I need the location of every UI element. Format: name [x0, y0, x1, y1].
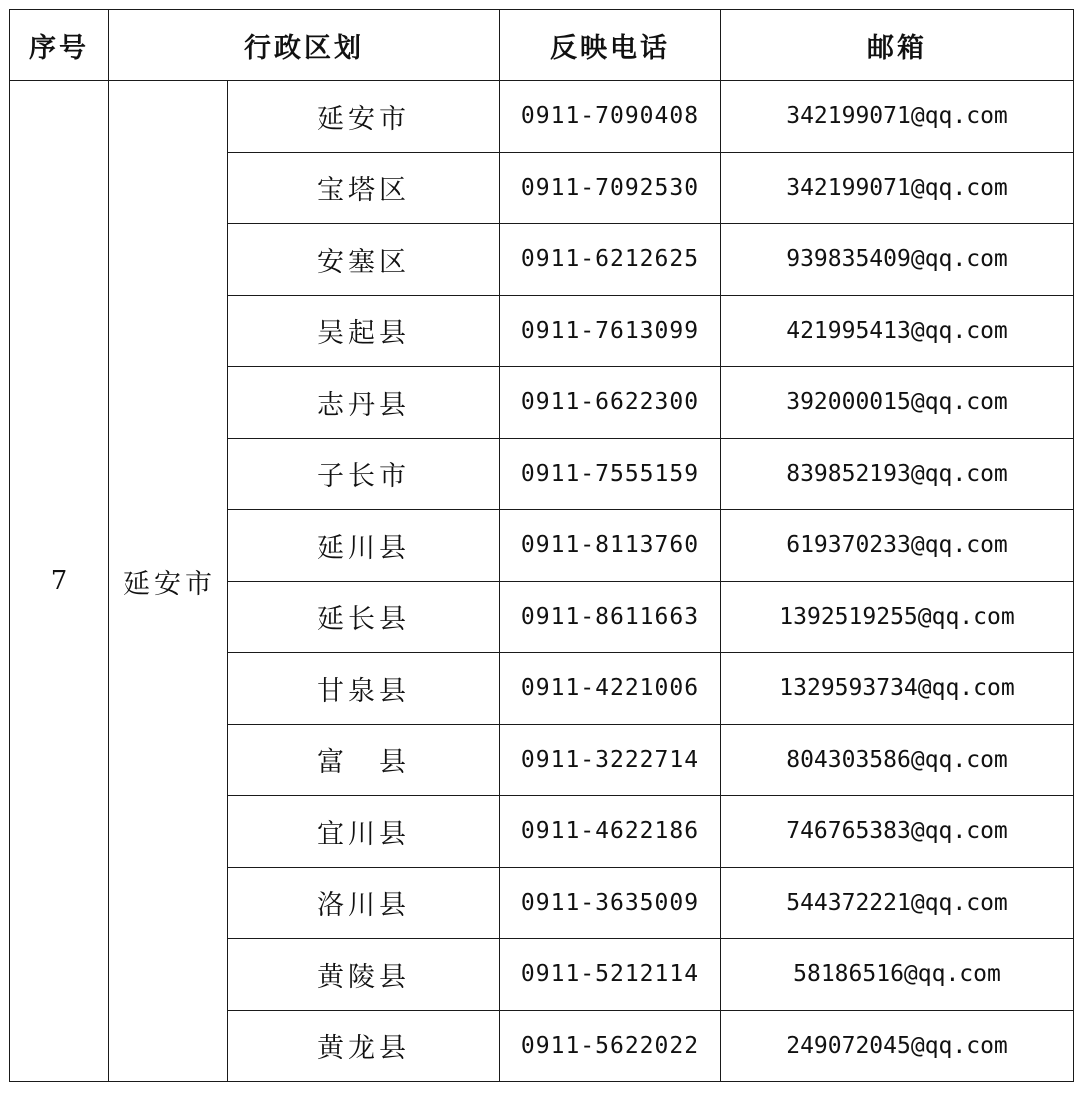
email-cell: 544372221@qq.com	[721, 867, 1074, 939]
district-name-cell: 子长市	[228, 438, 500, 510]
phone-cell: 0911-7090408	[500, 81, 721, 153]
district-name-cell: 宜川县	[228, 796, 500, 868]
email-cell: 342199071@qq.com	[721, 152, 1074, 224]
phone-cell: 0911-7092530	[500, 152, 721, 224]
email-cell: 804303586@qq.com	[721, 724, 1074, 796]
table-row	[10, 81, 1074, 153]
district-name-cell: 延安市	[228, 81, 500, 153]
header-row	[10, 10, 1074, 81]
header-seq: 序号	[10, 10, 109, 81]
table-body	[10, 81, 1074, 1082]
district-name-cell: 延长县	[228, 581, 500, 653]
email-cell: 249072045@qq.com	[721, 1010, 1074, 1082]
district-name-cell: 黄陵县	[228, 939, 500, 1011]
district-name-cell: 甘泉县	[228, 653, 500, 725]
phone-cell: 0911-7613099	[500, 295, 721, 367]
district-name-cell: 延川县	[228, 510, 500, 582]
district-name-cell: 志丹县	[228, 367, 500, 439]
city-cell: 延安市	[109, 81, 228, 1082]
district-name-cell: 安塞区	[228, 224, 500, 296]
phone-cell: 0911-8113760	[500, 510, 721, 582]
email-cell: 342199071@qq.com	[721, 81, 1074, 153]
email-cell: 58186516@qq.com	[721, 939, 1074, 1011]
header-division: 行政区划	[109, 10, 500, 81]
district-name-cell: 吴起县	[228, 295, 500, 367]
header-email: 邮箱	[721, 10, 1074, 81]
contact-table	[9, 9, 1074, 1082]
district-name-cell: 洛川县	[228, 867, 500, 939]
district-name-cell: 宝塔区	[228, 152, 500, 224]
phone-cell: 0911-7555159	[500, 438, 721, 510]
phone-cell: 0911-3222714	[500, 724, 721, 796]
seq-cell: 7	[10, 81, 109, 1082]
contact-table-container	[9, 9, 1074, 1082]
email-cell: 939835409@qq.com	[721, 224, 1074, 296]
phone-cell: 0911-5212114	[500, 939, 721, 1011]
phone-cell: 0911-4622186	[500, 796, 721, 868]
email-cell: 1392519255@qq.com	[721, 581, 1074, 653]
email-cell: 421995413@qq.com	[721, 295, 1074, 367]
district-name-cell: 富 县	[228, 724, 500, 796]
email-cell: 619370233@qq.com	[721, 510, 1074, 582]
phone-cell: 0911-5622022	[500, 1010, 721, 1082]
phone-cell: 0911-6622300	[500, 367, 721, 439]
phone-cell: 0911-8611663	[500, 581, 721, 653]
email-cell: 839852193@qq.com	[721, 438, 1074, 510]
phone-cell: 0911-4221006	[500, 653, 721, 725]
phone-cell: 0911-3635009	[500, 867, 721, 939]
email-cell: 746765383@qq.com	[721, 796, 1074, 868]
email-cell: 392000015@qq.com	[721, 367, 1074, 439]
email-cell: 1329593734@qq.com	[721, 653, 1074, 725]
phone-cell: 0911-6212625	[500, 224, 721, 296]
district-name-cell: 黄龙县	[228, 1010, 500, 1082]
header-phone: 反映电话	[500, 10, 721, 81]
